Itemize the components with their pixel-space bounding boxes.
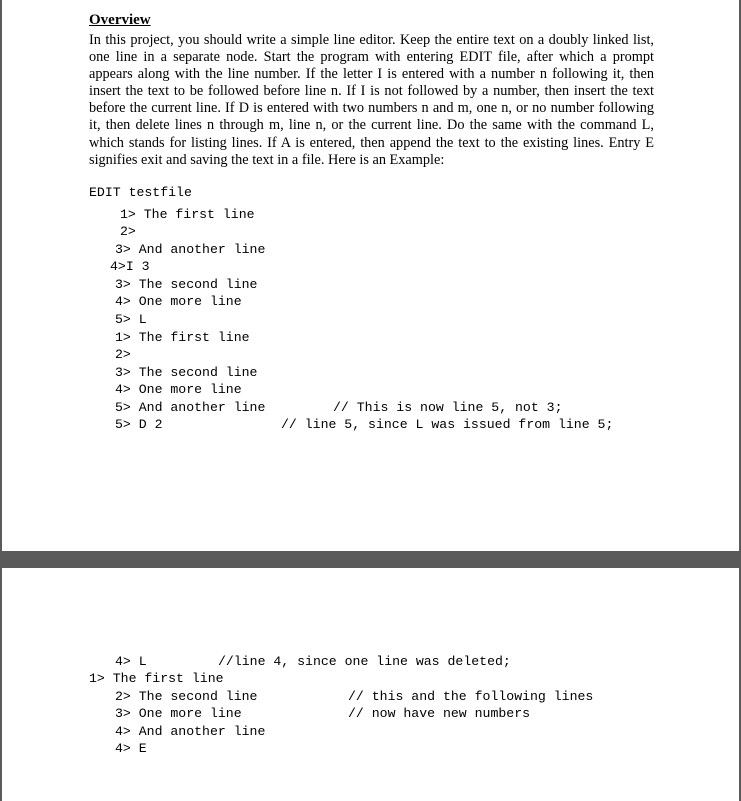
code-line: 4> And another line xyxy=(115,724,266,739)
code-line: 1> The first line xyxy=(89,671,224,686)
code-line: EDIT testfile xyxy=(89,185,192,200)
code-line: 1> The first line xyxy=(115,330,250,345)
code-comment: // This is now line 5, not 3; xyxy=(333,400,563,415)
document-page-2 xyxy=(2,568,739,801)
code-line: 5> D 2 xyxy=(115,417,163,432)
code-line: 3> The second line xyxy=(115,365,258,380)
code-line: 4> E xyxy=(115,741,147,756)
overview-paragraph: In this project, you should write a simple line editor. Keep the entire text on a doubly linked list, one line in a separate node. Start the program with entering EDIT file, after which a prompt appears along with the line number. If the letter I is entered with a number n following it, then insert the text to be followed before line n. If I is not followed by a number, then insert the text before the current line. If D is entered with two numbers n and m, one n, or no number following it, then delete lines n through m, line n, or the current line. Do the same with the command L, which stands for listing lines. If A is entered, then append the text to the existing lines. Entry E signifies exit and saving the text in a file. Here is an Example: xyxy=(89,32,654,168)
code-comment: // this and the following lines xyxy=(348,689,594,704)
code-comment: // line 5, since L was issued from line 5; xyxy=(281,417,614,432)
code-line: 2> The second line xyxy=(115,689,258,704)
code-line: 1> The first line xyxy=(120,207,255,222)
code-line: 5> L xyxy=(115,312,147,327)
code-line: 3> The second line xyxy=(115,277,258,292)
code-line: 5> And another line xyxy=(115,400,266,415)
code-line: 2> xyxy=(120,224,136,239)
code-line: 2> xyxy=(115,347,131,362)
code-line: 4> L xyxy=(115,654,147,669)
document-page-1 xyxy=(2,0,739,551)
code-line: 3> One more line xyxy=(115,706,242,721)
code-line: 4> One more line xyxy=(115,382,242,397)
section-title: Overview xyxy=(89,12,151,28)
code-comment: //line 4, since one line was deleted; xyxy=(218,654,511,669)
code-line: 4> One more line xyxy=(115,294,242,309)
code-line: 3> And another line xyxy=(115,242,266,257)
code-line: 4>I 3 xyxy=(110,259,150,274)
code-comment: // now have new numbers xyxy=(348,706,531,721)
